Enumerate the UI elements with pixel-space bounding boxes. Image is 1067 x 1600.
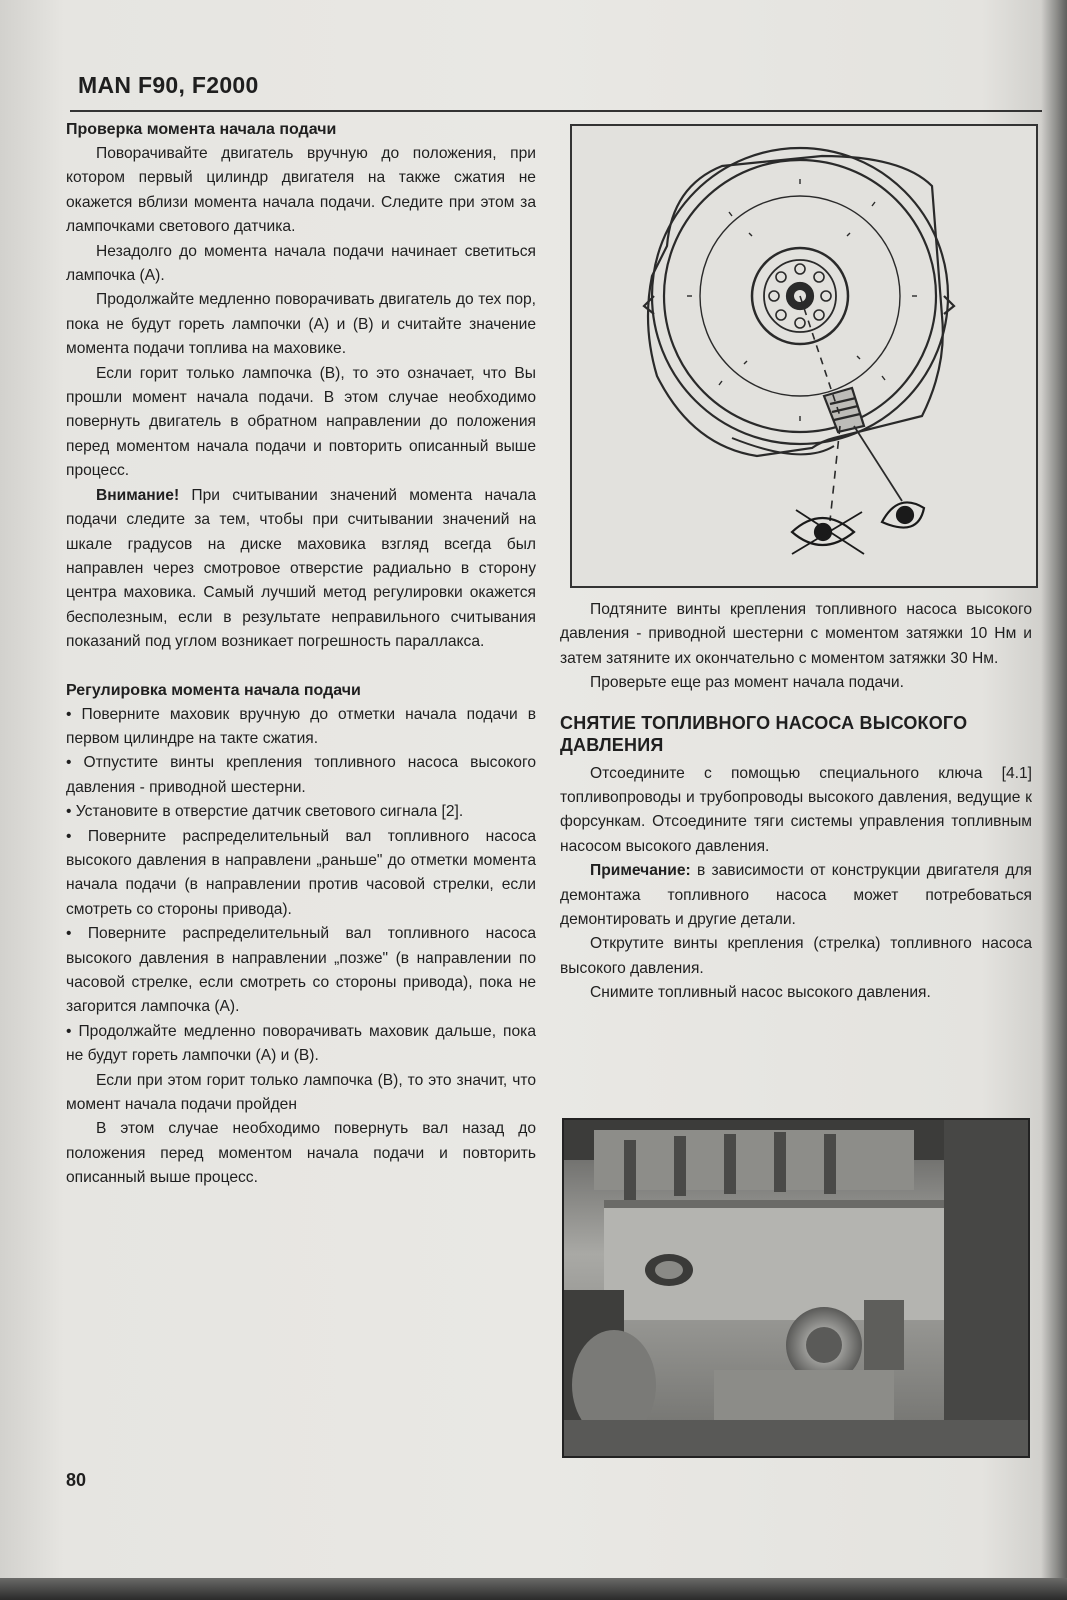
list-item: • Продолжайте медленно поворачивать маховик дальше, пока не будут гореть лампочки (А) и (В). (66, 1022, 536, 1065)
eye-icon (792, 510, 864, 554)
book-spine-shadow (1041, 0, 1067, 1600)
paragraph: Подтяните винты крепления топливного насоса высокого давления - приводной шестерни с моментом затяжки 10 Нм и затем затяните их окончательно с моментом затяжки 30 Нм. (560, 601, 1032, 667)
note-label: Примечание: (590, 862, 691, 880)
paragraph: Незадолго до момента начала подачи начинает светиться лампочка (А). (66, 242, 536, 285)
right-column (560, 598, 1032, 1006)
list-item: • Поверните маховик вручную до отметки начала подачи в первом цилиндре на такте сжатия. (66, 705, 536, 747)
list-item: • Поверните распределительный вал топливного насоса высокого давления в направлени „раньше" до отметки момента начала подачи (в направлении против часовой стрелки, если смотреть со стороны привода). (66, 827, 536, 918)
paragraph: Если горит только лампочка (В), то это означает, что Вы прошли момент начала подачи. В этом случае необходимо повернуть двигатель в обратном направлении до положения перед моментом начала подачи и повторить описанный выше процесс. (66, 364, 536, 480)
attention-label: Внимание! (96, 486, 180, 504)
list-item: • Поверните распределительный вал топливного насоса высокого давления в направлении „позже" (в направлении по часовой стрелке, если смотреть со стороны привода), пока не загорится лампочка (А). (66, 925, 536, 1016)
paragraph: Продолжайте медленно поворачивать двигатель до тех пор, пока не будут гореть лампочки (А) и (В) и считайте значение момента подачи топлива на маховике. (66, 291, 536, 358)
header-title: MAN F90, F2000 (78, 72, 259, 98)
list-item: • Установите в отверстие датчик светового сигнала [2]. (66, 803, 464, 821)
paragraph: Поворачивайте двигатель вручную до положения, при котором первый цилиндр двигателя на также сжатия не окажется вблизи момента начала подачи. Следите при этом за лампочками светового датчика. (66, 145, 536, 236)
attention-text: При считывании значений момента начала подачи следите за тем, чтобы при считывании значений на шкале градусов на диске маховика взгляд всегда был направлен через смотровое отверстие радиально в сторону центра маховика. Самый лучший метод регулировки окажется бесполезным, если в результате неправильного считывания показаний под углом возникает погрешность параллакса. (66, 486, 536, 651)
flywheel-figure (570, 124, 1038, 588)
page-number: 80 (66, 1470, 87, 1490)
paragraph: Отсоедините с помощью специального ключа [4.1] топливопроводы и трубопроводы высокого давления, ведущие к форсункам. Отсоедините тяги системы управления топливным насосом высокого давления. (560, 764, 1032, 855)
paragraph: Открутите винты крепления (стрелка) топливного насоса высокого давления. (560, 935, 1032, 977)
list-item: • Отпустите винты крепления топливного насоса высокого давления - приводной шестерни. (66, 754, 536, 796)
fuel-pump-photo (562, 1118, 1030, 1458)
attention-paragraph (66, 484, 536, 655)
section-heading-removal: СНЯТИЕ ТОПЛИВНОГО НАСОСА ВЫСОКОГО ДАВЛЕНИЯ (560, 712, 968, 755)
paragraph: Если при этом горит только лампочка (В), то это значит, что момент начала подачи пройден (66, 1071, 536, 1114)
paragraph: Проверьте еще раз момент начала подачи. (590, 674, 904, 692)
bottom-edge-shadow (0, 1578, 1067, 1600)
paragraph: В этом случае необходимо повернуть вал назад до положения перед моментом начала подачи и повторить описанный выше процесс. (66, 1120, 536, 1187)
eye-icon (882, 502, 924, 527)
fuel-pump-photo-image (564, 1120, 1028, 1456)
note-text: в зависимости от конструкции двигателя для демонтажа топливного насоса может потребоваться демонтировать и другие детали. (560, 862, 1032, 929)
note-paragraph (560, 859, 1032, 932)
header-rule (70, 110, 1042, 112)
left-column (66, 118, 536, 1191)
paragraph: Снимите топливный насос высокого давления. (590, 984, 931, 1002)
flywheel-diagram-icon (572, 126, 1036, 586)
section-title-adjust-timing: Регулировка момента начала подачи (66, 681, 361, 699)
section-title-check-timing: Проверка момента начала подачи (66, 121, 337, 138)
